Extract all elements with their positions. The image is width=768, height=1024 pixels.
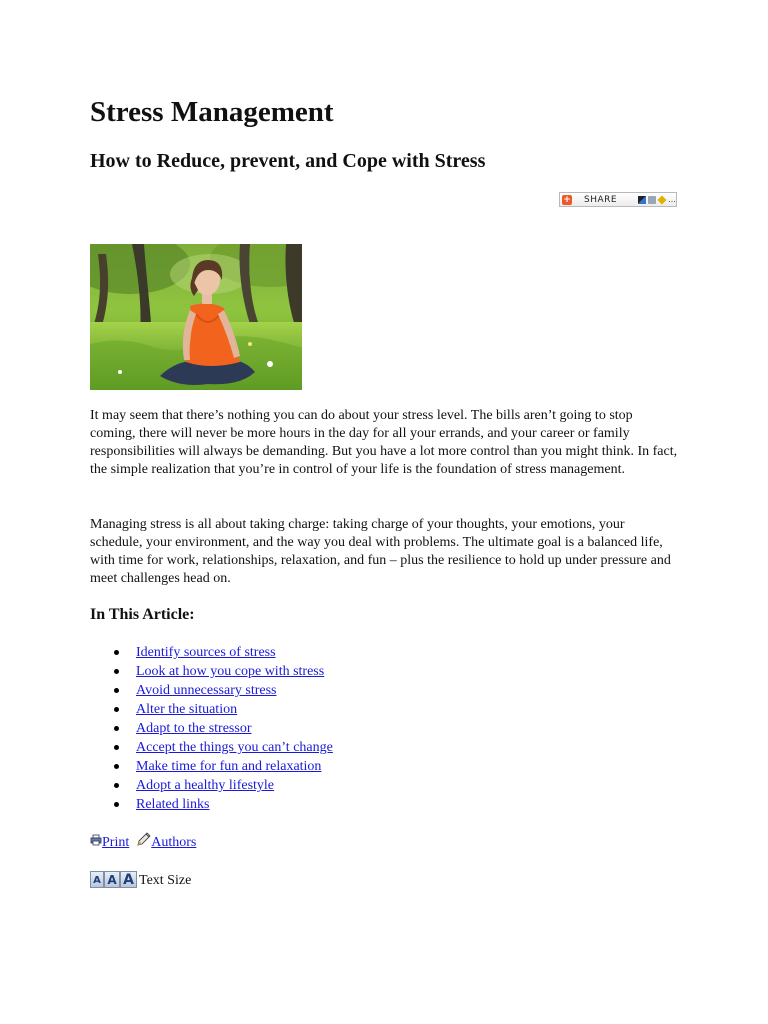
text-size-control	[90, 869, 191, 889]
share-label: SHARE	[584, 194, 618, 205]
article-tools	[90, 832, 196, 854]
toc-link-healthy-lifestyle[interactable]: Adopt a healthy lifestyle	[136, 778, 275, 793]
toc-link-avoid-stress[interactable]: Avoid unnecessary stress	[136, 683, 277, 698]
toc-link-how-you-cope[interactable]: Look at how you cope with stress	[136, 664, 325, 679]
text-size-medium-button[interactable]: A	[104, 871, 120, 888]
printer-icon[interactable]	[90, 834, 102, 852]
text-size-label: Text Size	[139, 873, 192, 888]
toc-link-adapt-stressor[interactable]: Adapt to the stressor	[136, 721, 252, 736]
bullet-icon	[114, 669, 119, 674]
bullet-icon	[114, 783, 119, 788]
share-more: …	[668, 194, 676, 204]
digg-icon	[648, 196, 656, 204]
favorites-icon	[657, 195, 666, 204]
bullet-icon	[114, 726, 119, 731]
authors-link[interactable]: Authors	[151, 835, 197, 850]
toc-item	[90, 719, 333, 738]
toc-item	[90, 662, 333, 681]
text-size-large-button[interactable]: A	[120, 871, 137, 888]
bullet-icon	[114, 707, 119, 712]
toc-item	[90, 776, 333, 795]
print-link[interactable]: Print	[102, 835, 130, 850]
woman-meditating-photo	[90, 244, 302, 390]
second-paragraph: Managing stress is all about taking charge: taking charge of your thoughts, your emotions, your schedule, your environment, and the way you deal with problems. The ultimate goal is a balanced life, with time for work, relationships, relaxation, and fun – plus the resilience to hold up under pressure and meet challenges head on.	[90, 517, 671, 586]
bullet-icon	[114, 688, 119, 693]
pencil-icon[interactable]	[135, 832, 151, 854]
toc-item	[90, 643, 333, 662]
toc-link-related-links[interactable]: Related links	[136, 797, 210, 812]
toc-link-alter-situation[interactable]: Alter the situation	[136, 702, 238, 717]
page-subtitle: How to Reduce, prevent, and Cope with Stress	[90, 150, 486, 172]
toc-item	[90, 681, 333, 700]
text-size-small-button[interactable]: A	[90, 871, 104, 888]
page-title: Stress Management	[90, 96, 334, 128]
toc-link-accept-things[interactable]: Accept the things you can’t change	[136, 740, 333, 755]
toc-heading: In This Article:	[90, 606, 195, 623]
bullet-icon	[114, 650, 119, 655]
bullet-icon	[114, 745, 119, 750]
bullet-icon	[114, 802, 119, 807]
share-button[interactable]	[559, 192, 677, 207]
delicious-icon	[638, 196, 646, 204]
plus-icon: +	[563, 194, 571, 205]
toc-item	[90, 757, 333, 776]
toc-item	[90, 795, 333, 814]
intro-paragraph: It may seem that there’s nothing you can do about your stress level. The bills aren’t going to stop coming, there will never be more hours in the day for all your errands, and your career or family responsibilities will always be demanding. But you have a lot more control than you might think. In fact, the simple realization that you’re in control of your life is the foundation of stress management.	[90, 408, 678, 477]
share-services	[638, 196, 674, 204]
bullet-icon	[114, 764, 119, 769]
toc-item	[90, 738, 333, 757]
toc-link-fun-relaxation[interactable]: Make time for fun and relaxation	[136, 759, 322, 774]
article-toc	[90, 643, 333, 814]
toc-item	[90, 700, 333, 719]
toc-link-identify-sources[interactable]: Identify sources of stress	[136, 645, 276, 660]
